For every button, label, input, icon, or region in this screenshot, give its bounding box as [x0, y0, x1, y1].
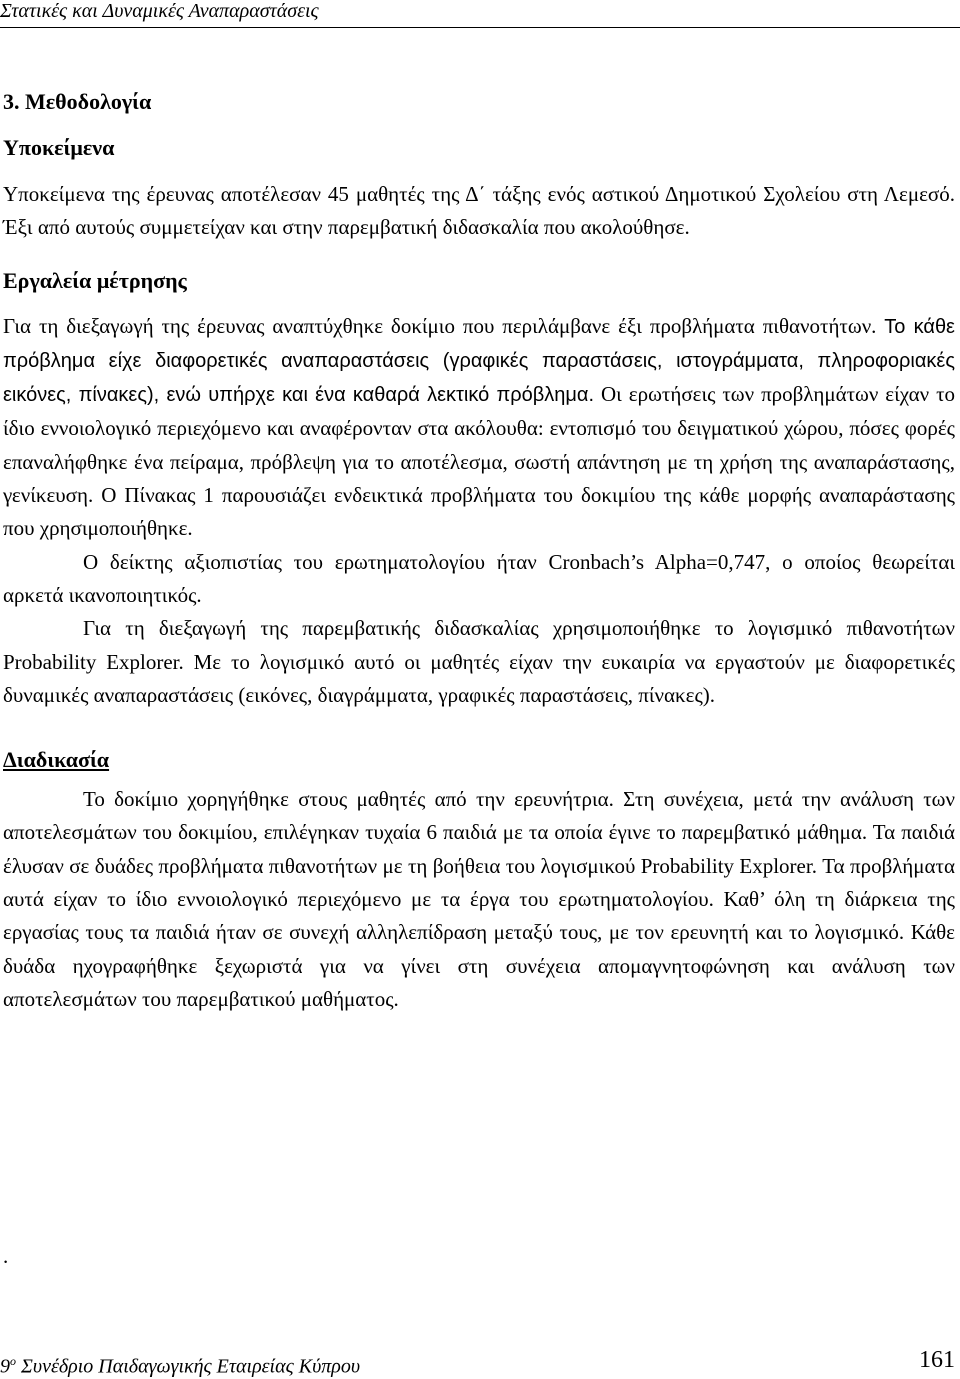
page-body	[3, 87, 955, 1016]
subjects-heading: Υποκείμενα	[3, 135, 115, 160]
software-text-2: Με το λογισμικό αυτό οι μαθητές είχαν την ευκαιρία να εργαστούν με διαφορετικές δυναμικές αναπαραστάσεις (εικόνες, διαγράμματα, γραφικές παραστάσεις, πίνακες).	[3, 649, 955, 707]
stray-mark: .	[3, 1244, 9, 1268]
tools-heading: Εργαλεία μέτρησης	[3, 267, 187, 293]
footer-ordinal: 9	[0, 1355, 10, 1378]
tools-text-2: Το κάθε πρόβλημα είχε διαφορετικές αναπαραστάσεις (γραφικές παραστάσεις, ιστογράμματα, πληροφοριακές εικόνες, πίνακες), ενώ υπήρχε και ένα καθαρά λεκτικό πρόβλημα.	[3, 315, 955, 407]
procedure-heading: Διαδικασία	[3, 747, 110, 773]
header-divider	[0, 27, 960, 28]
reliability-paragraph: Ο δείκτης αξιοπιστίας του ερωτηματολογίου ήταν Cronbach’s Alpha=0,747, ο οποίος θεωρείται αρκετά ικανοποιητικός.	[3, 549, 955, 607]
section-title: 3. Μεθοδολογία	[3, 89, 152, 114]
tools-text-4: Ο Πίνακας 1 παρουσιάζει ενδεικτικά προβλήματα του δοκιμίου της κάθε μορφής αναπαράστασης που χρησιμοποιήθηκε.	[3, 483, 955, 541]
tools-paragraph	[3, 310, 955, 546]
procedure-paragraph: Το δοκίμιο χορηγήθηκε στους μαθητές από την ερευνήτρια. Στη συνέχεια, μετά την ανάλυση των αποτελεσμάτων του δοκιμίου, επιλέγηκαν τυχαία 6 παιδιά με τα οποία έγινε το παρεμβατικό μάθημα. Τα παιδιά έλυσαν σε δυάδες προβλήματα πιθανοτήτων με τη βοήθεια του λογισμικού Probability Explorer. Τα προβλήματα αυτά είχαν το ίδιο εννοιολογικό περιεχόμενο με τα έργα του ερωτηματολογίου. Καθ’ όλη τη διάρκεια της εργασίας τους τα παιδιά ήταν σε συνεχή αλληλεπίδραση μεταξύ τους, με τον ερευνητή και το λογισμικό. Κάθε δυάδα ηχογραφήθηκε ξεχωριστά για να γίνει στη συνέχεια απομαγνητοφώνηση και ανάλυση των αποτελεσμάτων του παρεμβατικού μαθήματος.	[3, 787, 955, 1011]
running-header: Στατικές και Δυναμικές Αναπαραστάσεις	[0, 0, 319, 22]
footer-conference	[0, 1349, 360, 1379]
footer-conference-name: Συνέδριο Παιδαγωγικής Εταιρείας Κύπρου	[16, 1355, 361, 1378]
tools-text-3: Οι ερωτήσεις των προβλημάτων είχαν το ίδιο εννοιολογικό περιεχόμενο και αναφέρονταν στα ακόλουθα: εντοπισμό του δειγματικού χώρου, πόσες φορές επαναλήφθηκε ένα πείραμα, πρόβλεψη για το αποτέλεσμα, σωστή απάντηση με τη χρήση της αναπαράστασης, γενίκευση.	[3, 382, 956, 508]
software-paragraph	[3, 612, 955, 712]
subjects-paragraph: Υποκείμενα της έρευνας αποτέλεσαν 45 μαθητές της Δ΄ τάξης ενός αστικού Δημοτικού Σχολείου στη Λεμεσό. Έξι από αυτούς συμμετείχαν και στην παρεμβατική διδασκαλία που ακολούθησε.	[3, 182, 955, 240]
software-text-1: Για τη διεξαγωγή της παρεμβατικής διδασκαλίας χρησιμοποιήθηκε το λογισμικό πιθανοτήτων Probability Explorer.	[3, 616, 955, 674]
footer-ordinal-suffix: ο	[10, 1354, 16, 1368]
page-number: 161	[919, 1347, 955, 1373]
tools-text-1: Για τη διεξαγωγή της έρευνας αναπτύχθηκε δοκίμιο που περιλάμβανε έξι προβλήματα πιθανοτήτων.	[3, 313, 877, 338]
